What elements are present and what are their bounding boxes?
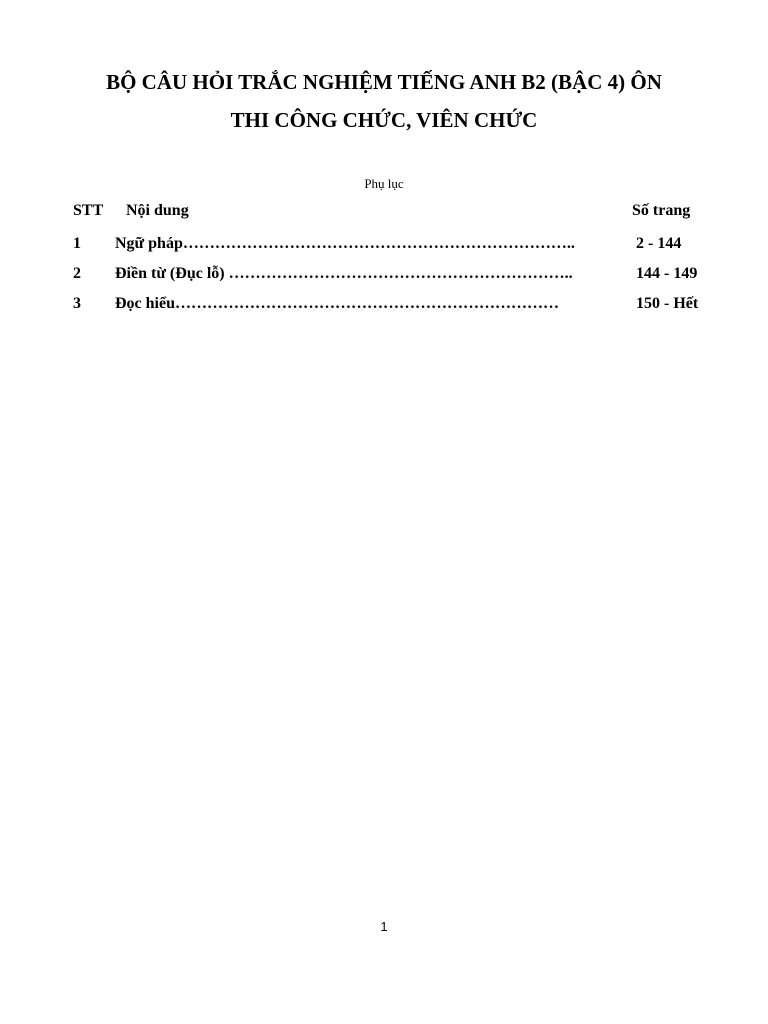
- page-title-line-2: THI CÔNG CHỨC, VIÊN CHỨC: [230, 108, 538, 132]
- appendix-subtitle: Phụ lục: [364, 176, 404, 191]
- toc-row-text: Điền từ (Đục lỗ) ………………………………………………………..: [115, 265, 573, 282]
- page-title-line-1: BỘ CÂU HỎI TRẮC NGHIỆM TIẾNG ANH B2 (BẬC 4) ÔN: [106, 70, 662, 94]
- toc-row-number: 2: [73, 265, 81, 282]
- toc-row-number: 3: [73, 295, 81, 312]
- toc-row-text: Ngữ pháp………………………………………………………………..: [115, 235, 575, 252]
- toc-header-pages: Số trang: [632, 202, 691, 219]
- toc-row-pages: 2 - 144: [636, 235, 682, 252]
- toc-header-content: Nội dung: [126, 202, 189, 219]
- toc-row: [0, 265, 768, 285]
- toc-header-stt: STT: [73, 202, 104, 219]
- toc-row-pages: 150 - Hết: [636, 295, 699, 312]
- toc-row-text: Đọc hiểu………………………………………………………………: [115, 295, 559, 312]
- toc-row: [0, 235, 768, 255]
- page-number: 1: [380, 919, 388, 934]
- toc-row: [0, 295, 768, 315]
- toc-row-number: 1: [73, 235, 81, 252]
- toc-row-pages: 144 - 149: [636, 265, 698, 282]
